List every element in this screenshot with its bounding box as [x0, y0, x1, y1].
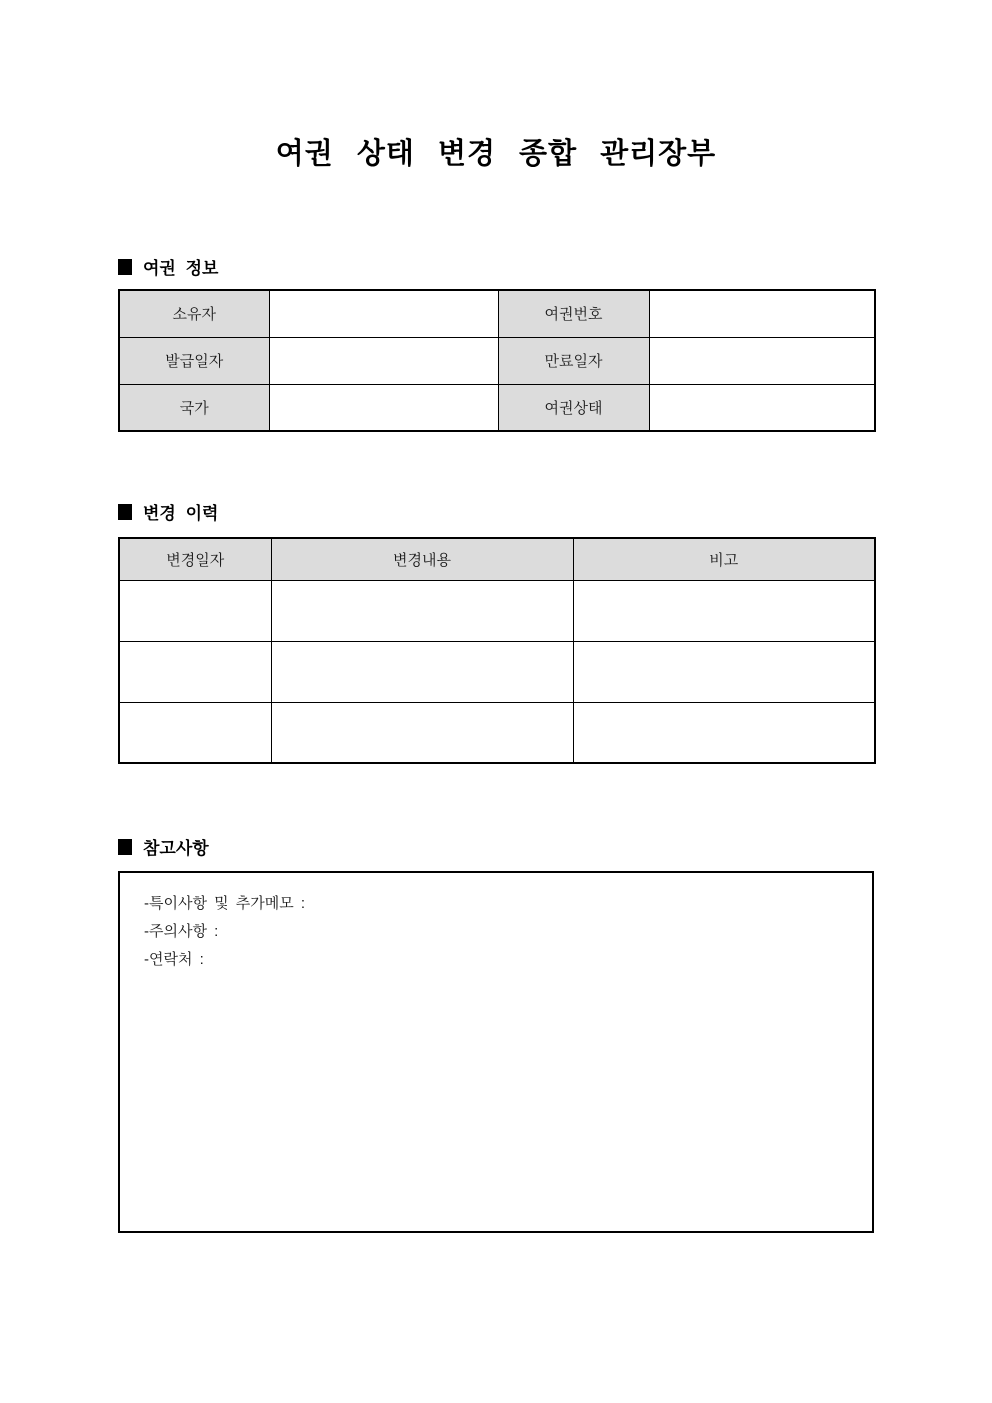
cell-change-date: [119, 641, 271, 702]
section-change-history-label: 변경 이력: [143, 504, 219, 523]
table-row: [119, 337, 875, 384]
change-history-table: [118, 537, 876, 764]
table-row: [119, 641, 875, 702]
cell-change-date: [119, 580, 271, 641]
section-bullet-icon: [118, 504, 132, 520]
cell-label-issue-date: 발급일자: [119, 337, 269, 384]
cell-label-country: 국가: [119, 384, 269, 431]
column-header-change-date: 변경일자: [119, 538, 271, 580]
section-notes-label: 참고사항: [143, 839, 209, 858]
cell-remarks: [573, 702, 875, 763]
section-passport-info-heading: [118, 254, 218, 279]
cell-value-expiry-date: [649, 337, 875, 384]
section-passport-info-label: 여권 정보: [143, 259, 219, 278]
section-notes-heading: [118, 834, 209, 859]
column-header-change-content: 변경내용: [271, 538, 573, 580]
cell-value-country: [269, 384, 498, 431]
notes-box: [118, 871, 874, 1233]
column-header-remarks: 비고: [573, 538, 875, 580]
note-line-cautions: -주의사항 :: [144, 923, 219, 940]
cell-change-content: [271, 580, 573, 641]
cell-value-passport-status: [649, 384, 875, 431]
table-header-row: [119, 538, 875, 580]
cell-change-content: [271, 702, 573, 763]
cell-label-owner: 소유자: [119, 290, 269, 337]
cell-value-issue-date: [269, 337, 498, 384]
cell-label-expiry-date: 만료일자: [498, 337, 649, 384]
section-change-history-heading: [118, 499, 218, 524]
cell-remarks: [573, 580, 875, 641]
cell-label-passport-status: 여권상태: [498, 384, 649, 431]
note-line-contact: -연락처 :: [144, 951, 204, 968]
cell-change-content: [271, 641, 573, 702]
cell-change-date: [119, 702, 271, 763]
table-row: [119, 384, 875, 431]
table-row: [119, 580, 875, 641]
note-line-special-memo: -특이사항 및 추가메모 :: [144, 895, 306, 912]
section-bullet-icon: [118, 259, 132, 275]
cell-value-passport-number: [649, 290, 875, 337]
document-title: 여권 상태 변경 종합 관리장부: [275, 138, 717, 170]
section-bullet-icon: [118, 839, 132, 855]
table-row: [119, 702, 875, 763]
passport-info-table: [118, 289, 876, 432]
cell-remarks: [573, 641, 875, 702]
cell-label-passport-number: 여권번호: [498, 290, 649, 337]
cell-value-owner: [269, 290, 498, 337]
table-row: [119, 290, 875, 337]
